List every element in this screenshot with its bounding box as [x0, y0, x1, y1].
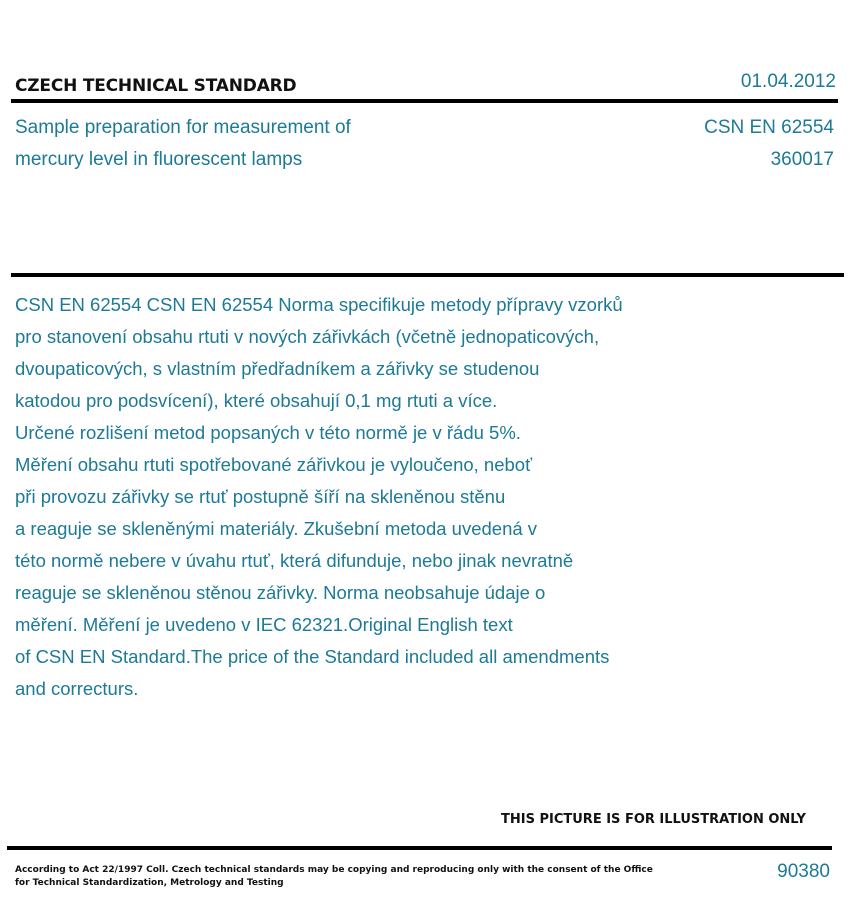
description-line: Měření obsahu rtuti spotřebované zářivkou je vyloučeno, neboť — [15, 454, 533, 475]
description-line: této normě nebere v úvahu rtuť, která difunduje, nebo jinak nevratně — [15, 550, 574, 571]
footer-code: 90380 — [777, 861, 830, 882]
legal-notice — [15, 864, 653, 890]
standard-type-label: CZECH TECHNICAL STANDARD — [15, 76, 297, 96]
description-line: dvoupaticových, s vlastním předřadníkem a zářivky se studenou — [15, 358, 540, 379]
catalog-number: 360017 — [770, 149, 834, 170]
illustration-note: THIS PICTURE IS FOR ILLUSTRATION ONLY — [501, 812, 806, 827]
document-title-line-2: mercury level in fluorescent lamps — [15, 149, 303, 170]
description-line: Určené rozlišení metod popsaných v této normě je v řádu 5%. — [15, 422, 521, 443]
description-line: and correcturs. — [15, 678, 139, 699]
description-line: pro stanovení obsahu rtuti v nových zářivkách (včetně jednopaticových, — [15, 326, 600, 347]
description-line: reaguje se skleněnou stěnou zářivky. Norma neobsahuje údaje o — [15, 582, 546, 603]
description-line: a reaguje se skleněnými materiály. Zkušební metoda uvedená v — [15, 518, 538, 539]
description-line: of CSN EN Standard.The price of the Standard included all amendments — [15, 646, 610, 667]
publication-date: 01.04.2012 — [740, 71, 836, 92]
legal-notice-line: According to Act 22/1997 Coll. Czech technical standards may be copying and reproducing only with the consent of the Office — [15, 865, 653, 875]
footer-divider — [7, 846, 832, 850]
standard-code: CSN EN 62554 — [704, 117, 834, 138]
document-title-line-1: Sample preparation for measurement of — [15, 117, 351, 138]
description-line: měření. Měření je uvedeno v IEC 62321.Original English text — [15, 614, 513, 635]
title-divider — [11, 273, 844, 277]
description-line: při provozu zářivky se rtuť postupně šíří na skleněnou stěnu — [15, 486, 506, 507]
header-divider — [11, 99, 838, 103]
description-line: CSN EN 62554 CSN EN 62554 Norma specifikuje metody přípravy vzorků — [15, 294, 623, 315]
description-line: katodou pro podsvícení), které obsahují 0,1 mg rtuti a více. — [15, 390, 498, 411]
standard-description — [15, 289, 775, 705]
legal-notice-line: for Technical Standardization, Metrology and Testing — [15, 878, 284, 888]
